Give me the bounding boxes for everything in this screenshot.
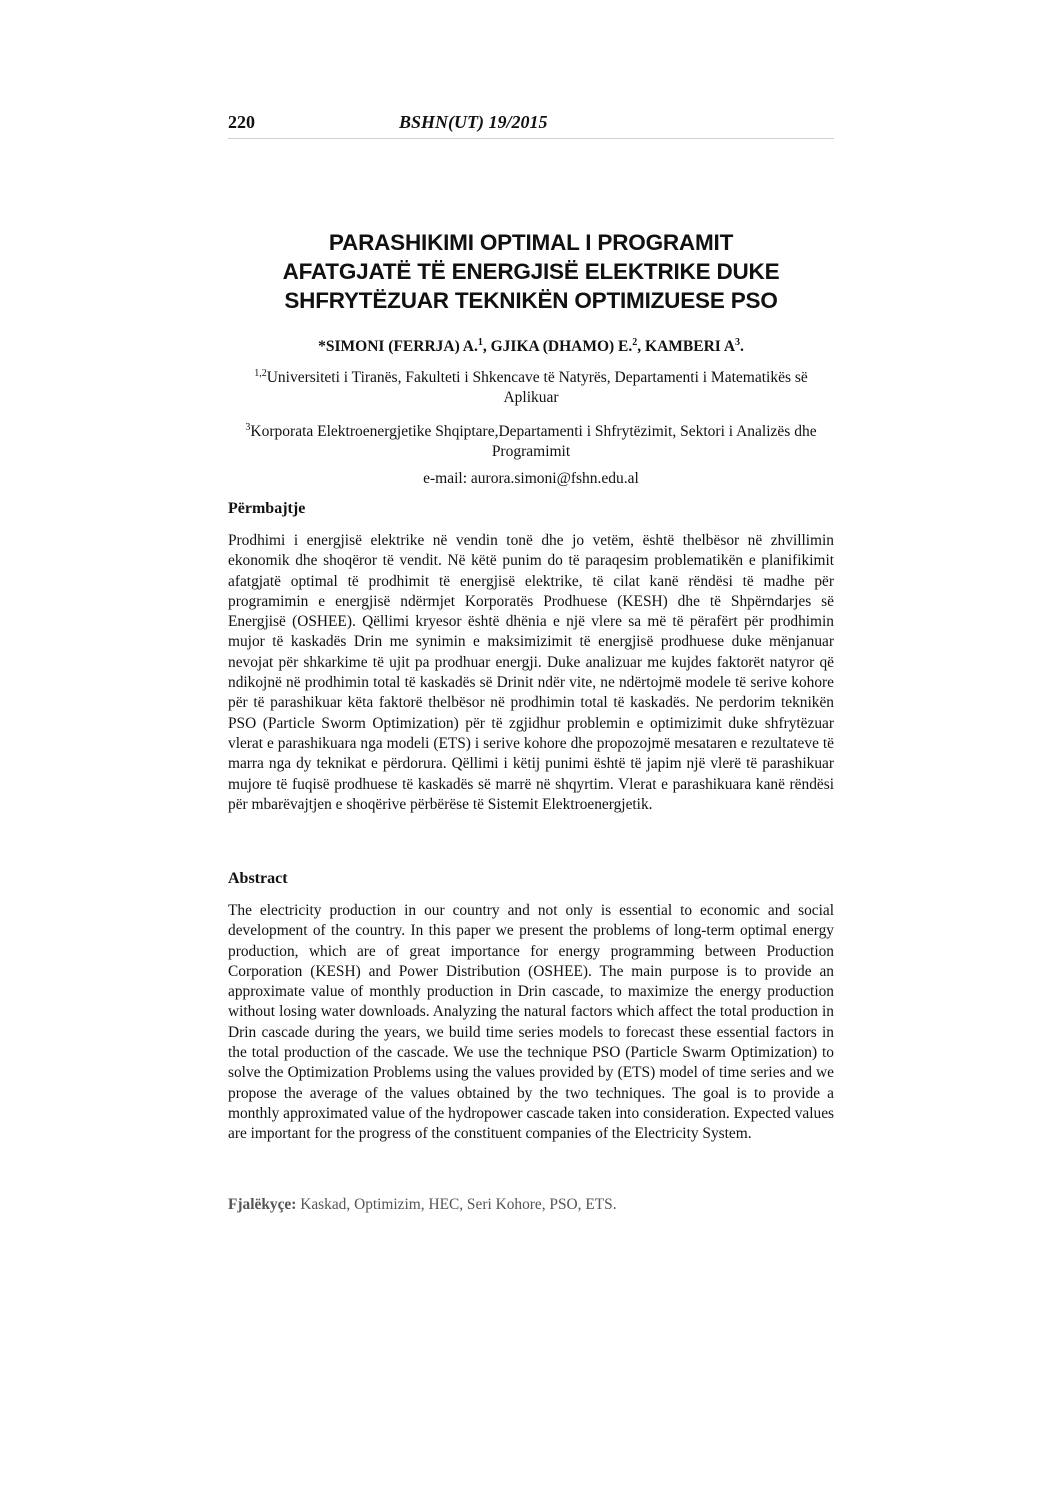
running-header [228,112,834,139]
author-3-affiliation-mark: 3 [735,337,741,348]
section-heading-abstract: Abstract [228,870,288,887]
title-line-2: AFATGJATË TË ENERGJISË ELEKTRIKE DUKE [282,259,780,284]
author-list [228,333,834,357]
affiliation-2-mark: 3 [245,422,251,433]
author-2: GJIKA (DHAMO) E. [490,338,633,356]
journal-name: BSHN(UT) 19/2015 [399,112,548,132]
author-3: KAMBERI A [645,338,736,356]
affiliation-2-text: Korporata Elektroenergjetike Shqiptare,Departamenti i Shfrytëzimit, Sektori i Analizës dhe Programimit [250,423,817,461]
affiliation-2 [228,418,834,462]
author-list-end: . [740,338,744,356]
section-heading-permbajtje: Përmbajtje [228,500,306,517]
author-1-affiliation-mark: 1 [477,337,483,348]
contact-email: e-mail: aurora.simoni@fshn.edu.al [423,470,639,487]
affiliation-1-mark: 1,2 [254,368,267,379]
title-line-3: SHFRYTËZUAR TEKNIKËN OPTIMIZUESE PSO [284,288,778,313]
affiliation-1 [228,364,834,408]
title-line-1: PARASHIKIMI OPTIMAL I PROGRAMIT [328,230,734,255]
author-separator: , [637,338,646,356]
keywords-label: Fjalëkyçe: [228,1196,297,1213]
author-separator: , [482,338,491,356]
permbajtje-paragraph: Prodhimi i energjisë elektrike në vendin tonë dhe jo vetëm, është thelbësor në zhvillimin ekonomik dhe shoqëror të vendit. Në këtë punim do të paraqesim problematikën e planifikimit afatgjatë optimal të prodhimit të energjisë elektrike, të cilat kanë rëndësi të madhe për programimin e energjisë ndërmjet Korporatës Prodhuese (KESH) dhe të Shpërndarjes së Energjisë (OSHEE). Qëllimi kryesor është dhënia e një vlere sa më të përafërt për prodhimin mujor të kaskadës Drin me synimin e maksimizimit të energjisë prodhuese duke mënjanuar nevojat për shkarkime të ujit pa prodhuar energji. Duke analizuar me kujdes faktorët natyror që ndikojnë në prodhimin total të kaskadës së Drinit ndër vite, ne ndërtojmë modele të serive kohore për të parashikuar këta faktorë thelbësor në prodhimin total të kaskadës. Ne perdorim teknikën PSO (Particle Sworm Optimization) për të zgjidhur problemin e optimizimit duke shfrytëzuar vlerat e parashikuara nga modeli (ETS) i serive kohore dhe propozojmë mesataren e rezultateve të marra nga dy teknikat e përdorura. Qëllimi i këtij punimi është të japim një vlerë të parashikuar mujore të fuqisë prodhuese të kaskadës së marrë në shqyrtim. Vlerat e parashikuara kanë rëndësi për mbarëvajtjen e shoqërive përbërëse të Sistemit Elektroenergjetik. [228,532,834,813]
abstract-paragraph: The electricity production in our country and not only is essential to economic and social development of the country. In this paper we present the problems of long-term optimal energy production, which are of great importance for energy programming between Production Corporation (KESH) and Power Distribution (OSHEE). The main purpose is to provide an approximate value of monthly production in Drin cascade, to maximize the energy production without losing water downloads. Analyzing the natural factors which affect the total production in Drin cascade during the years, we build time series models to forecast these essential factors in the total production of the cascade. We use the technique PSO (Particle Swarm Optimization) to solve the Optimization Problems using the values provided by (ETS) model of time series and we propose the average of the values obtained by the two techniques. The goal is to provide a monthly approximated value of the hydropower cascade taken into consideration. Expected values are important for the progress of the constituent companies of the Electricity System. [228,902,835,1143]
paper-title [228,228,834,315]
affiliation-1-text: Universiteti i Tiranës, Fakulteti i Shkencave të Natyrës, Departamenti i Matematikës së Aplikuar [266,369,808,407]
page-number: 220 [228,112,255,132]
author-2-affiliation-mark: 2 [632,337,638,348]
keywords-text: Kaskad, Optimizim, HEC, Seri Kohore, PSO, ETS. [296,1196,617,1213]
keywords [228,1195,834,1215]
author-1: *SIMONI (FERRJA) A. [318,338,478,356]
